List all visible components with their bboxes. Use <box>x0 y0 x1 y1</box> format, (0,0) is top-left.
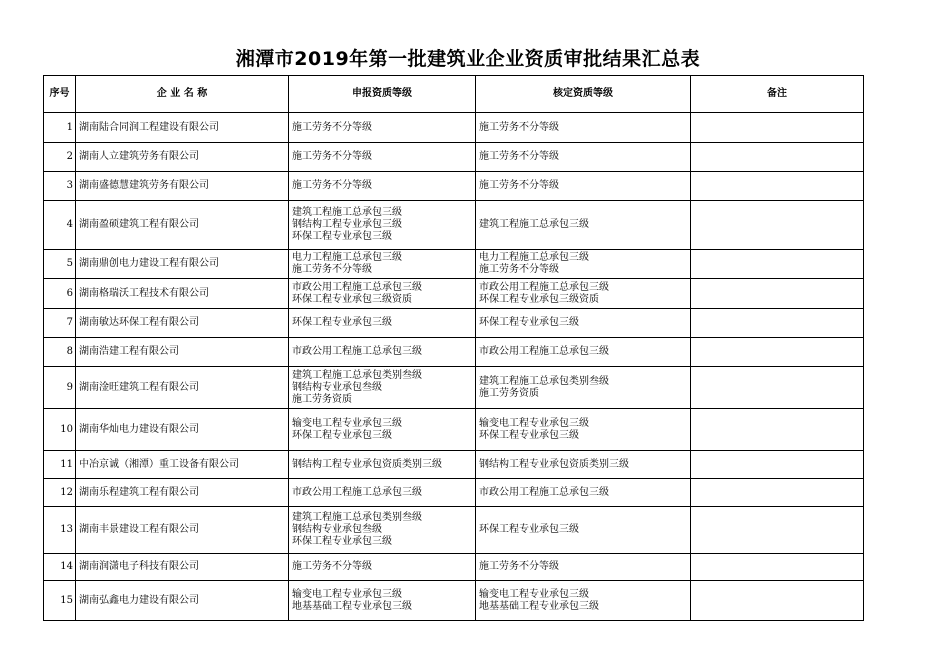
remark <box>691 479 864 507</box>
qualification-line: 输变电工程专业承包三级 <box>292 417 402 429</box>
company-name: 湖南华灿电力建设有限公司 <box>76 409 289 451</box>
approved-qualification <box>476 201 691 250</box>
row-number: 7 <box>44 309 76 338</box>
qualification-line: 市政公用工程施工总承包三级 <box>479 281 609 293</box>
qualification-line: 市政公用工程施工总承包三级 <box>479 486 609 498</box>
table-row <box>44 581 864 621</box>
approved-qualification <box>476 554 691 581</box>
company-name: 湖南陆合同润工程建设有限公司 <box>76 113 289 143</box>
applied-qualification <box>289 279 476 309</box>
table-row <box>44 250 864 279</box>
table-row <box>44 409 864 451</box>
applied-qualification <box>289 479 476 507</box>
qualification-line: 建筑工程施工总承包三级 <box>292 207 402 218</box>
qualification-line: 输变电工程专业承包三级 <box>479 588 589 600</box>
qualification-line: 环保工程专业承包三级 <box>292 429 392 441</box>
qualification-line: 环保工程专业承包三级 <box>479 317 579 328</box>
qualification-line: 施工劳务不分等级 <box>292 264 372 275</box>
qualification-line: 建筑工程施工总承包类别叁级 <box>292 512 422 523</box>
approved-qualification <box>476 143 691 172</box>
approved-qualification <box>476 250 691 279</box>
remark <box>691 172 864 201</box>
company-name: 湖南润潇电子科技有限公司 <box>76 554 289 581</box>
header-no: 序号 <box>44 76 76 113</box>
company-name: 湖南盛德慧建筑劳务有限公司 <box>76 172 289 201</box>
qualification-line: 环保工程专业承包三级 <box>479 429 579 441</box>
qualification-line: 施工劳务不分等级 <box>479 151 559 162</box>
qualification-line: 施工劳务资质 <box>479 387 539 399</box>
applied-qualification <box>289 507 476 554</box>
qualification-line: 市政公用工程施工总承包三级 <box>479 346 609 357</box>
applied-qualification <box>289 581 476 621</box>
company-name: 湖南淦旺建筑工程有限公司 <box>76 367 289 409</box>
qualification-line: 钢结构工程专业承包三级 <box>292 219 402 230</box>
approved-qualification <box>476 479 691 507</box>
approved-qualification <box>476 367 691 409</box>
table-row <box>44 479 864 507</box>
row-number: 12 <box>44 479 76 507</box>
approved-qualification <box>476 451 691 479</box>
table-row <box>44 172 864 201</box>
qualification-line: 建筑工程施工总承包类别叁级 <box>292 369 422 381</box>
approved-qualification <box>476 113 691 143</box>
qualification-line: 钢结构专业承包叁级 <box>292 524 382 535</box>
table-row <box>44 367 864 409</box>
remark <box>691 451 864 479</box>
remark <box>691 409 864 451</box>
summary-table <box>43 75 864 621</box>
table-row <box>44 554 864 581</box>
qualification-line: 钢结构专业承包叁级 <box>292 381 382 393</box>
approved-qualification <box>476 507 691 554</box>
table-row <box>44 143 864 172</box>
qualification-line: 环保工程专业承包三级资质 <box>292 293 412 305</box>
qualification-line: 施工劳务不分等级 <box>479 264 559 275</box>
remark <box>691 143 864 172</box>
applied-qualification <box>289 309 476 338</box>
company-name: 湖南丰景建设工程有限公司 <box>76 507 289 554</box>
company-name: 湖南格瑞沃工程技术有限公司 <box>76 279 289 309</box>
applied-qualification <box>289 250 476 279</box>
qualification-line: 环保工程专业承包三级 <box>292 231 392 242</box>
row-number: 11 <box>44 451 76 479</box>
applied-qualification <box>289 451 476 479</box>
row-number: 1 <box>44 113 76 143</box>
remark <box>691 279 864 309</box>
company-name: 湖南敏达环保工程有限公司 <box>76 309 289 338</box>
qualification-line: 电力工程施工总承包三级 <box>292 252 402 263</box>
table-row <box>44 451 864 479</box>
approved-qualification <box>476 309 691 338</box>
remark <box>691 201 864 250</box>
row-number: 6 <box>44 279 76 309</box>
applied-qualification <box>289 201 476 250</box>
row-number: 13 <box>44 507 76 554</box>
company-name: 湖南弘鑫电力建设有限公司 <box>76 581 289 621</box>
qualification-line: 输变电工程专业承包三级 <box>479 417 589 429</box>
qualification-line: 输变电工程专业承包三级 <box>292 588 402 600</box>
qualification-line: 市政公用工程施工总承包三级 <box>292 346 422 357</box>
remark <box>691 338 864 367</box>
qualification-line: 施工劳务不分等级 <box>479 561 559 572</box>
qualification-line: 环保工程专业承包三级 <box>292 317 392 328</box>
qualification-line: 环保工程专业承包三级资质 <box>479 293 599 305</box>
company-name: 中冶京诚（湘潭）重工设备有限公司 <box>76 451 289 479</box>
qualification-line: 施工劳务不分等级 <box>479 121 559 133</box>
company-name: 湖南浩建工程有限公司 <box>76 338 289 367</box>
table-row <box>44 113 864 143</box>
remark <box>691 554 864 581</box>
table-row <box>44 309 864 338</box>
remark <box>691 367 864 409</box>
company-name: 湖南乐程建筑工程有限公司 <box>76 479 289 507</box>
qualification-line: 建筑工程施工总承包类别叁级 <box>479 375 609 387</box>
qualification-line: 环保工程专业承包三级 <box>479 524 579 535</box>
company-name: 湖南人立建筑劳务有限公司 <box>76 143 289 172</box>
row-number: 9 <box>44 367 76 409</box>
applied-qualification <box>289 113 476 143</box>
header-applied: 申报资质等级 <box>289 76 476 113</box>
table-row <box>44 507 864 554</box>
applied-qualification <box>289 172 476 201</box>
approved-qualification <box>476 581 691 621</box>
table-row <box>44 338 864 367</box>
header-row <box>44 76 864 113</box>
qualification-line: 地基基础工程专业承包三级 <box>479 600 599 612</box>
qualification-line: 电力工程施工总承包三级 <box>479 252 589 263</box>
remark <box>691 250 864 279</box>
qualification-line: 施工劳务不分等级 <box>292 180 372 191</box>
table-row <box>44 279 864 309</box>
header-remark: 备注 <box>691 76 864 113</box>
row-number: 4 <box>44 201 76 250</box>
company-name: 湖南鼎创电力建设工程有限公司 <box>76 250 289 279</box>
company-name: 湖南盈硕建筑工程有限公司 <box>76 201 289 250</box>
qualification-line: 地基基础工程专业承包三级 <box>292 600 412 612</box>
row-number: 15 <box>44 581 76 621</box>
qualification-line: 施工劳务不分等级 <box>292 561 372 572</box>
remark <box>691 581 864 621</box>
qualification-line: 施工劳务不分等级 <box>292 121 372 133</box>
qualification-line: 施工劳务不分等级 <box>479 180 559 191</box>
table-body <box>44 113 864 621</box>
applied-qualification <box>289 338 476 367</box>
row-number: 5 <box>44 250 76 279</box>
qualification-line: 钢结构工程专业承包资质类别三级 <box>479 458 629 470</box>
row-number: 14 <box>44 554 76 581</box>
approved-qualification <box>476 172 691 201</box>
qualification-line: 施工劳务不分等级 <box>292 151 372 162</box>
row-number: 2 <box>44 143 76 172</box>
qualification-line: 施工劳务资质 <box>292 393 352 405</box>
approved-qualification <box>476 409 691 451</box>
qualification-line: 市政公用工程施工总承包三级 <box>292 486 422 498</box>
qualification-line: 钢结构工程专业承包资质类别三级 <box>292 458 442 470</box>
remark <box>691 113 864 143</box>
qualification-line: 环保工程专业承包三级 <box>292 536 392 547</box>
row-number: 8 <box>44 338 76 367</box>
remark <box>691 309 864 338</box>
applied-qualification <box>289 143 476 172</box>
approved-qualification <box>476 279 691 309</box>
header-company: 企 业 名 称 <box>76 76 289 113</box>
approved-qualification <box>476 338 691 367</box>
row-number: 3 <box>44 172 76 201</box>
applied-qualification <box>289 409 476 451</box>
qualification-line: 建筑工程施工总承包三级 <box>479 219 589 230</box>
table-row <box>44 201 864 250</box>
qualification-line: 市政公用工程施工总承包三级 <box>292 281 422 293</box>
remark <box>691 507 864 554</box>
applied-qualification <box>289 367 476 409</box>
applied-qualification <box>289 554 476 581</box>
header-approved: 核定资质等级 <box>476 76 691 113</box>
page-title: 湘潭市2019年第一批建筑业企业资质审批结果汇总表 <box>235 48 701 70</box>
row-number: 10 <box>44 409 76 451</box>
